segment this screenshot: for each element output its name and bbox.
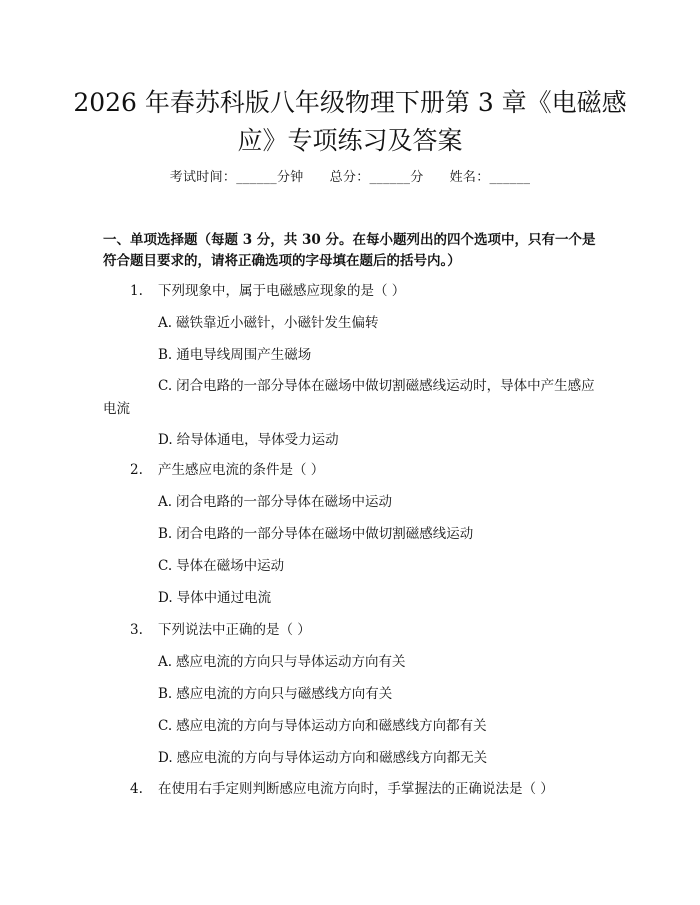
option-3d <box>158 748 598 768</box>
option-3c <box>158 716 598 736</box>
option-3a <box>158 652 598 672</box>
option-2b <box>158 524 598 544</box>
option-2a <box>158 492 598 512</box>
option-text: 感应电流的方向与导体运动方向和磁感线方向都无关 <box>176 750 488 766</box>
document-title: 2026 年春苏科版八年级物理下册第 3 章《电磁感应》专项练习及答案 <box>73 88 627 155</box>
question-4 <box>130 779 554 799</box>
question-stem: 下列现象中，属于电磁感应现象的是（ ） <box>158 283 406 299</box>
option-letter: A. <box>158 494 173 510</box>
exam-time-field: 考试时间：______分钟 <box>169 170 304 185</box>
option-text: 闭合电路的一部分导体在磁场中做切割磁感线运动时，导体中产生感应电流 <box>103 378 595 417</box>
option-text: 通电导线周围产生磁场 <box>176 347 312 363</box>
question-stem: 在使用右手定则判断感应电流方向时，手掌握法的正确说法是（ ） <box>158 781 554 797</box>
question-3 <box>130 620 311 640</box>
option-letter: A. <box>158 315 173 331</box>
total-score-field: 总分：______分 <box>329 170 424 185</box>
option-letter: D. <box>158 432 173 448</box>
option-2c <box>158 556 598 576</box>
option-3b <box>158 684 598 704</box>
option-1c <box>103 375 599 421</box>
question-number: 4. <box>130 781 143 797</box>
option-1d <box>158 430 598 450</box>
option-text: 导体在磁场中运动 <box>176 558 285 574</box>
option-letter: B. <box>158 526 173 542</box>
option-letter: D. <box>158 750 173 766</box>
option-text: 感应电流的方向与导体运动方向和磁感线方向都有关 <box>176 718 487 734</box>
option-letter: C. <box>158 378 173 394</box>
question-number: 3. <box>130 622 143 638</box>
option-letter: A. <box>158 654 173 670</box>
option-text: 给导体通电，导体受力运动 <box>176 432 339 448</box>
option-letter: C. <box>158 718 173 734</box>
option-text: 感应电流的方向只与导体运动方向有关 <box>176 654 406 670</box>
option-letter: C. <box>158 558 173 574</box>
option-text: 感应电流的方向只与磁感线方向有关 <box>176 686 393 702</box>
option-letter: D. <box>158 590 173 606</box>
option-text: 闭合电路的一部分导体在磁场中做切割磁感线运动 <box>176 526 474 542</box>
exam-meta-line <box>0 168 700 188</box>
option-letter: B. <box>158 347 173 363</box>
option-text: 磁铁靠近小磁针，小磁针发生偏转 <box>176 315 379 331</box>
option-text: 导体中通过电流 <box>176 590 272 606</box>
option-letter: B. <box>158 686 173 702</box>
section-heading: 一、单项选择题（每题 3 分，共 30 分。在每小题列出的四个选项中，只有一个是符合题目要求的，请将正确选项的字母填在题后的括号内。） <box>103 232 596 269</box>
question-1 <box>130 281 405 301</box>
question-2 <box>130 460 324 480</box>
student-name-field: 姓名：______ <box>449 170 531 185</box>
question-number: 1. <box>130 283 143 299</box>
option-1b <box>158 345 598 365</box>
option-2d <box>158 588 598 608</box>
question-number: 2. <box>130 462 143 478</box>
question-stem: 产生感应电流的条件是（ ） <box>158 462 325 478</box>
option-1a <box>158 313 598 333</box>
option-text: 闭合电路的一部分导体在磁场中运动 <box>176 494 393 510</box>
question-stem: 下列说法中正确的是（ ） <box>158 622 311 638</box>
